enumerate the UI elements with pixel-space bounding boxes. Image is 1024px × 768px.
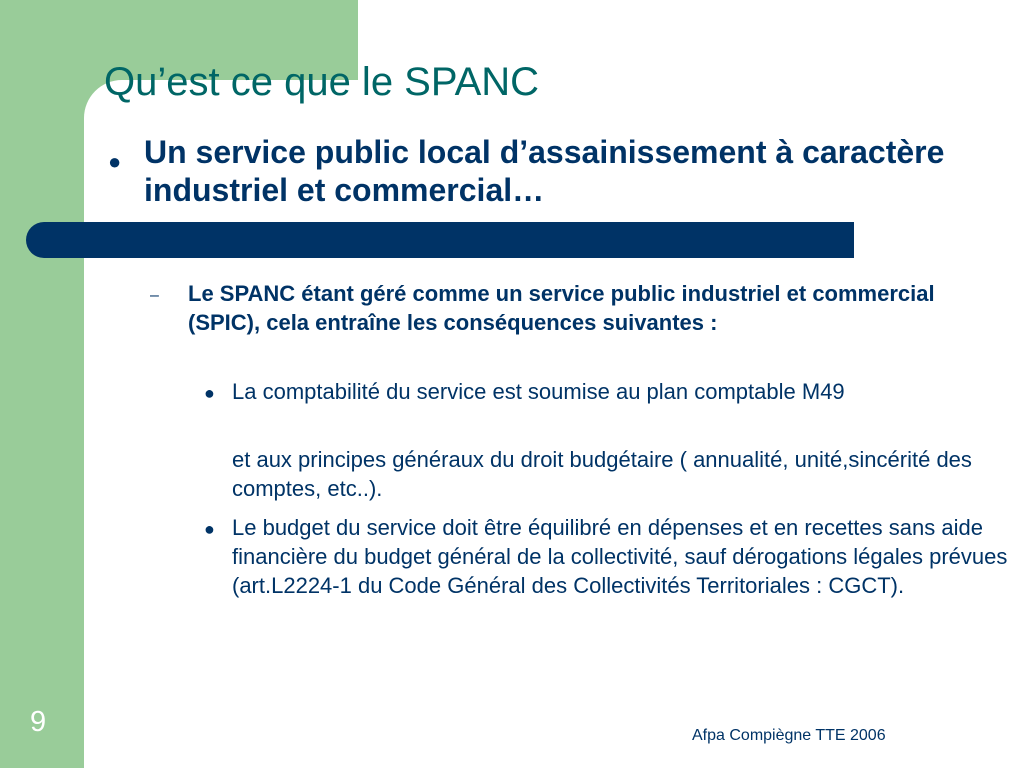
detail-text: Le budget du service doit être équilibré en dépenses et en recettes sans aide financière du budget général de la collectivité, sauf dérogations légales prévues (art.L2224-1 du Code Général des Collectivités Territoriales : CGCT). <box>232 515 1008 598</box>
bullet-dot-icon: ● <box>204 519 215 539</box>
main-point-text: Un service public local d’assainissement à caractère industriel et commercial… <box>144 134 945 208</box>
detail-text: et aux principes généraux du droit budgétaire ( annualité, unité,sincérité des comptes, etc..). <box>232 447 972 501</box>
title-divider-bar <box>26 222 854 258</box>
detail-item <box>204 377 1014 406</box>
bullet-dot-icon: ● <box>108 149 122 174</box>
footer-text: Afpa Compiègne TTE 2006 <box>692 727 886 744</box>
bullet-dot-icon: ● <box>204 383 215 403</box>
dash-bullet-icon: – <box>150 287 159 304</box>
main-bullet-point <box>108 133 1008 209</box>
detail-item <box>204 513 1014 600</box>
detail-text: La comptabilité du service est soumise au plan comptable M49 <box>232 379 845 404</box>
slide-title: Qu’est ce que le SPANC <box>104 60 540 104</box>
left-green-band <box>0 0 84 768</box>
slide-number: 9 <box>30 706 47 738</box>
sub-point-text: Le SPANC étant géré comme un service public industriel et commercial (SPIC), cela entraîne les conséquences suivantes : <box>188 281 935 335</box>
sub-point <box>150 279 1000 337</box>
detail-item <box>204 445 1014 503</box>
